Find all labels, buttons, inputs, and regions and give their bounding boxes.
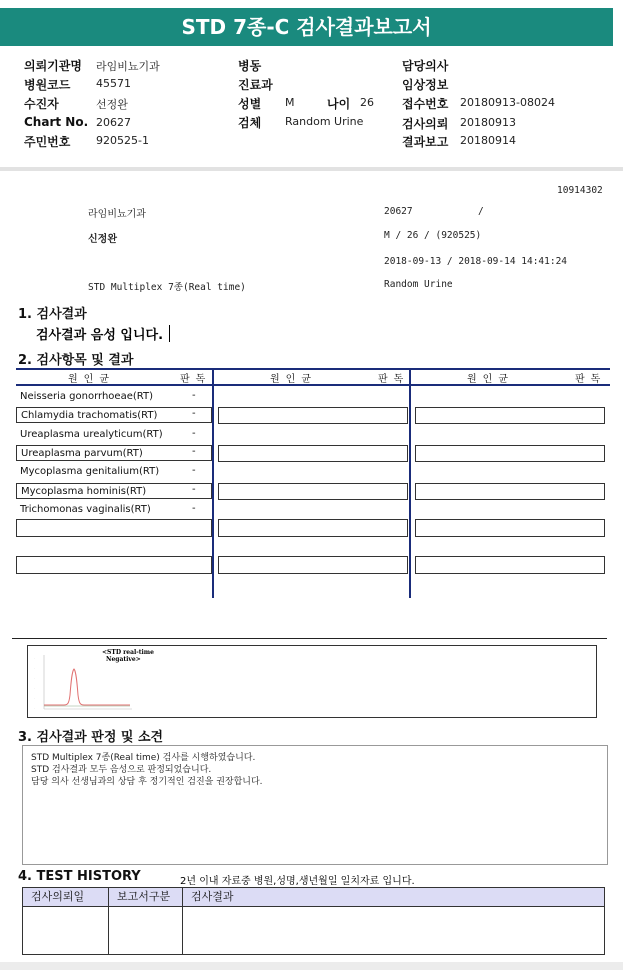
col-result-3: 판독 [575,374,607,385]
table-row [16,407,212,423]
history-table [22,887,605,955]
sex-value: M [285,96,295,109]
slip-patient: 신정완 [88,234,117,245]
pathogen-result: - [192,390,196,401]
empty-row [218,483,408,500]
empty-row [415,556,605,574]
institution-label: 의뢰기관명 [24,59,82,73]
chart-label: Chart No. [24,115,89,129]
doctor-label: 담당의사 [402,59,449,73]
graph-subtitle: Negative> [106,656,141,663]
result-summary: 검사결과 음성 입니다. [36,328,164,343]
graph-box [27,645,597,718]
col-pathogen-3: 원인균 [467,374,514,385]
dept-label: 진료과 [238,78,273,92]
history-col-report-type: 보고서구분 [117,890,171,903]
divider [0,167,623,171]
opinion-line: STD 검사결과 모두 음성으로 판정되었습니다. [31,765,212,775]
pathogen-result: - [192,465,196,476]
age-value: 26 [360,96,374,109]
opinion-box [22,745,608,865]
separator-line [12,638,607,639]
section3-heading: 3. 검사결과 판정 및 소견 [18,730,164,745]
specimen-label: 검체 [238,116,262,130]
pathogen-name: Ureaplasma parvum(RT) [21,448,143,459]
table-row [16,483,212,499]
col-result-2: 판독 [378,374,410,385]
pathogen-name: Ureaplasma urealyticum(RT) [20,429,163,440]
slip-dates: 2018-09-13 / 2018-09-14 14:41:24 [384,256,568,267]
slip-chart-slash: / [478,206,484,217]
slip-institution: 라임비뇨기과 [88,209,146,220]
table-row [16,445,212,461]
pathogen-result: - [192,446,196,457]
section2-heading: 2. 검사항목 및 결과 [18,353,134,368]
svg-text:·: · [34,666,35,670]
col-pathogen-2: 원인균 [270,374,317,385]
request-value: 20180913 [460,116,516,129]
report-date-label: 결과보고 [402,135,449,149]
section4-heading: 4. TEST HISTORY [18,869,141,884]
empty-row [218,556,408,574]
table-row [16,389,212,405]
text-cursor [169,325,170,342]
history-col-request-date: 검사의뢰일 [31,890,85,903]
table-row [16,464,212,480]
patient-label: 수진자 [24,97,59,111]
pathogen-name: Chlamydia trachomatis(RT) [21,410,158,421]
svg-text:·: · [34,656,35,660]
empty-row [218,445,408,462]
specimen-value: Random Urine [285,115,364,128]
history-col-divider [182,888,183,954]
table-row [16,502,212,518]
section1-heading: 1. 검사결과 [18,307,87,322]
empty-row [415,519,605,537]
history-col-result: 검사결과 [191,890,234,903]
chart-value: 20627 [96,116,131,129]
table-divider-2 [409,368,411,598]
col-result-1: 판독 [180,374,212,385]
empty-row [16,556,212,574]
rrn-value: 920525-1 [96,134,149,147]
empty-row [218,407,408,424]
svg-text:·: · [34,696,35,700]
slip-specimen: Random Urine [384,279,453,290]
ward-label: 병동 [238,59,262,73]
receipt-label: 접수번호 [402,97,449,111]
opinion-line: 담당 의사 선생님과의 상담 후 정기적인 검진을 권장합니다. [31,777,263,787]
pathogen-name: Neisseria gonorrhoeae(RT) [20,391,153,402]
history-note: 2년 이내 자료중 병원,성명,생년월일 일치자료 입니다. [180,876,415,887]
graph-title: <STD real-time [102,649,154,656]
pathogen-result: - [192,503,196,514]
empty-row [16,519,212,537]
empty-row [415,483,605,500]
pathogen-name: Mycoplasma genitalium(RT) [20,466,160,477]
history-col-divider [108,888,109,954]
svg-text:·: · [34,706,35,710]
pathogen-result: - [192,408,196,419]
empty-row [218,519,408,537]
svg-text:·: · [34,686,35,690]
pathogen-name: Trichomonas vaginalis(RT) [20,504,151,515]
patient-value: 선정완 [96,98,128,111]
rrn-label: 주민번호 [24,135,71,149]
request-label: 검사의뢰 [402,117,449,131]
sex-label: 성별 [238,97,262,111]
opinion-line: STD Multiplex 7종(Real time) 검사를 시행하였습니다. [31,753,256,763]
institution-value: 라임비뇨기과 [96,60,160,73]
receipt-value: 20180913-08024 [460,96,555,109]
pathogen-result: - [192,428,196,439]
svg-text:·: · [34,676,35,680]
slip-sex-age: M / 26 / (920525) [384,230,482,241]
report-title: STD 7종-C 검사결과보고서 [0,8,613,46]
slip-number: 10914302 [557,185,603,196]
hospital-code-value: 45571 [96,77,131,90]
age-label: 나이 [327,97,351,111]
col-pathogen-1: 원인균 [68,374,115,385]
pathogen-name: Mycoplasma hominis(RT) [21,486,147,497]
table-row [16,427,212,443]
table-divider-1 [212,368,214,598]
hospital-code-label: 병원코드 [24,78,71,92]
slip-chart: 20627 [384,206,413,217]
empty-row [415,445,605,462]
clinical-label: 임상정보 [402,78,449,92]
slip-test-name: STD Multiplex 7종(Real time) [88,282,246,293]
empty-row [415,407,605,424]
pathogen-result: - [192,484,196,495]
report-date-value: 20180914 [460,134,516,147]
